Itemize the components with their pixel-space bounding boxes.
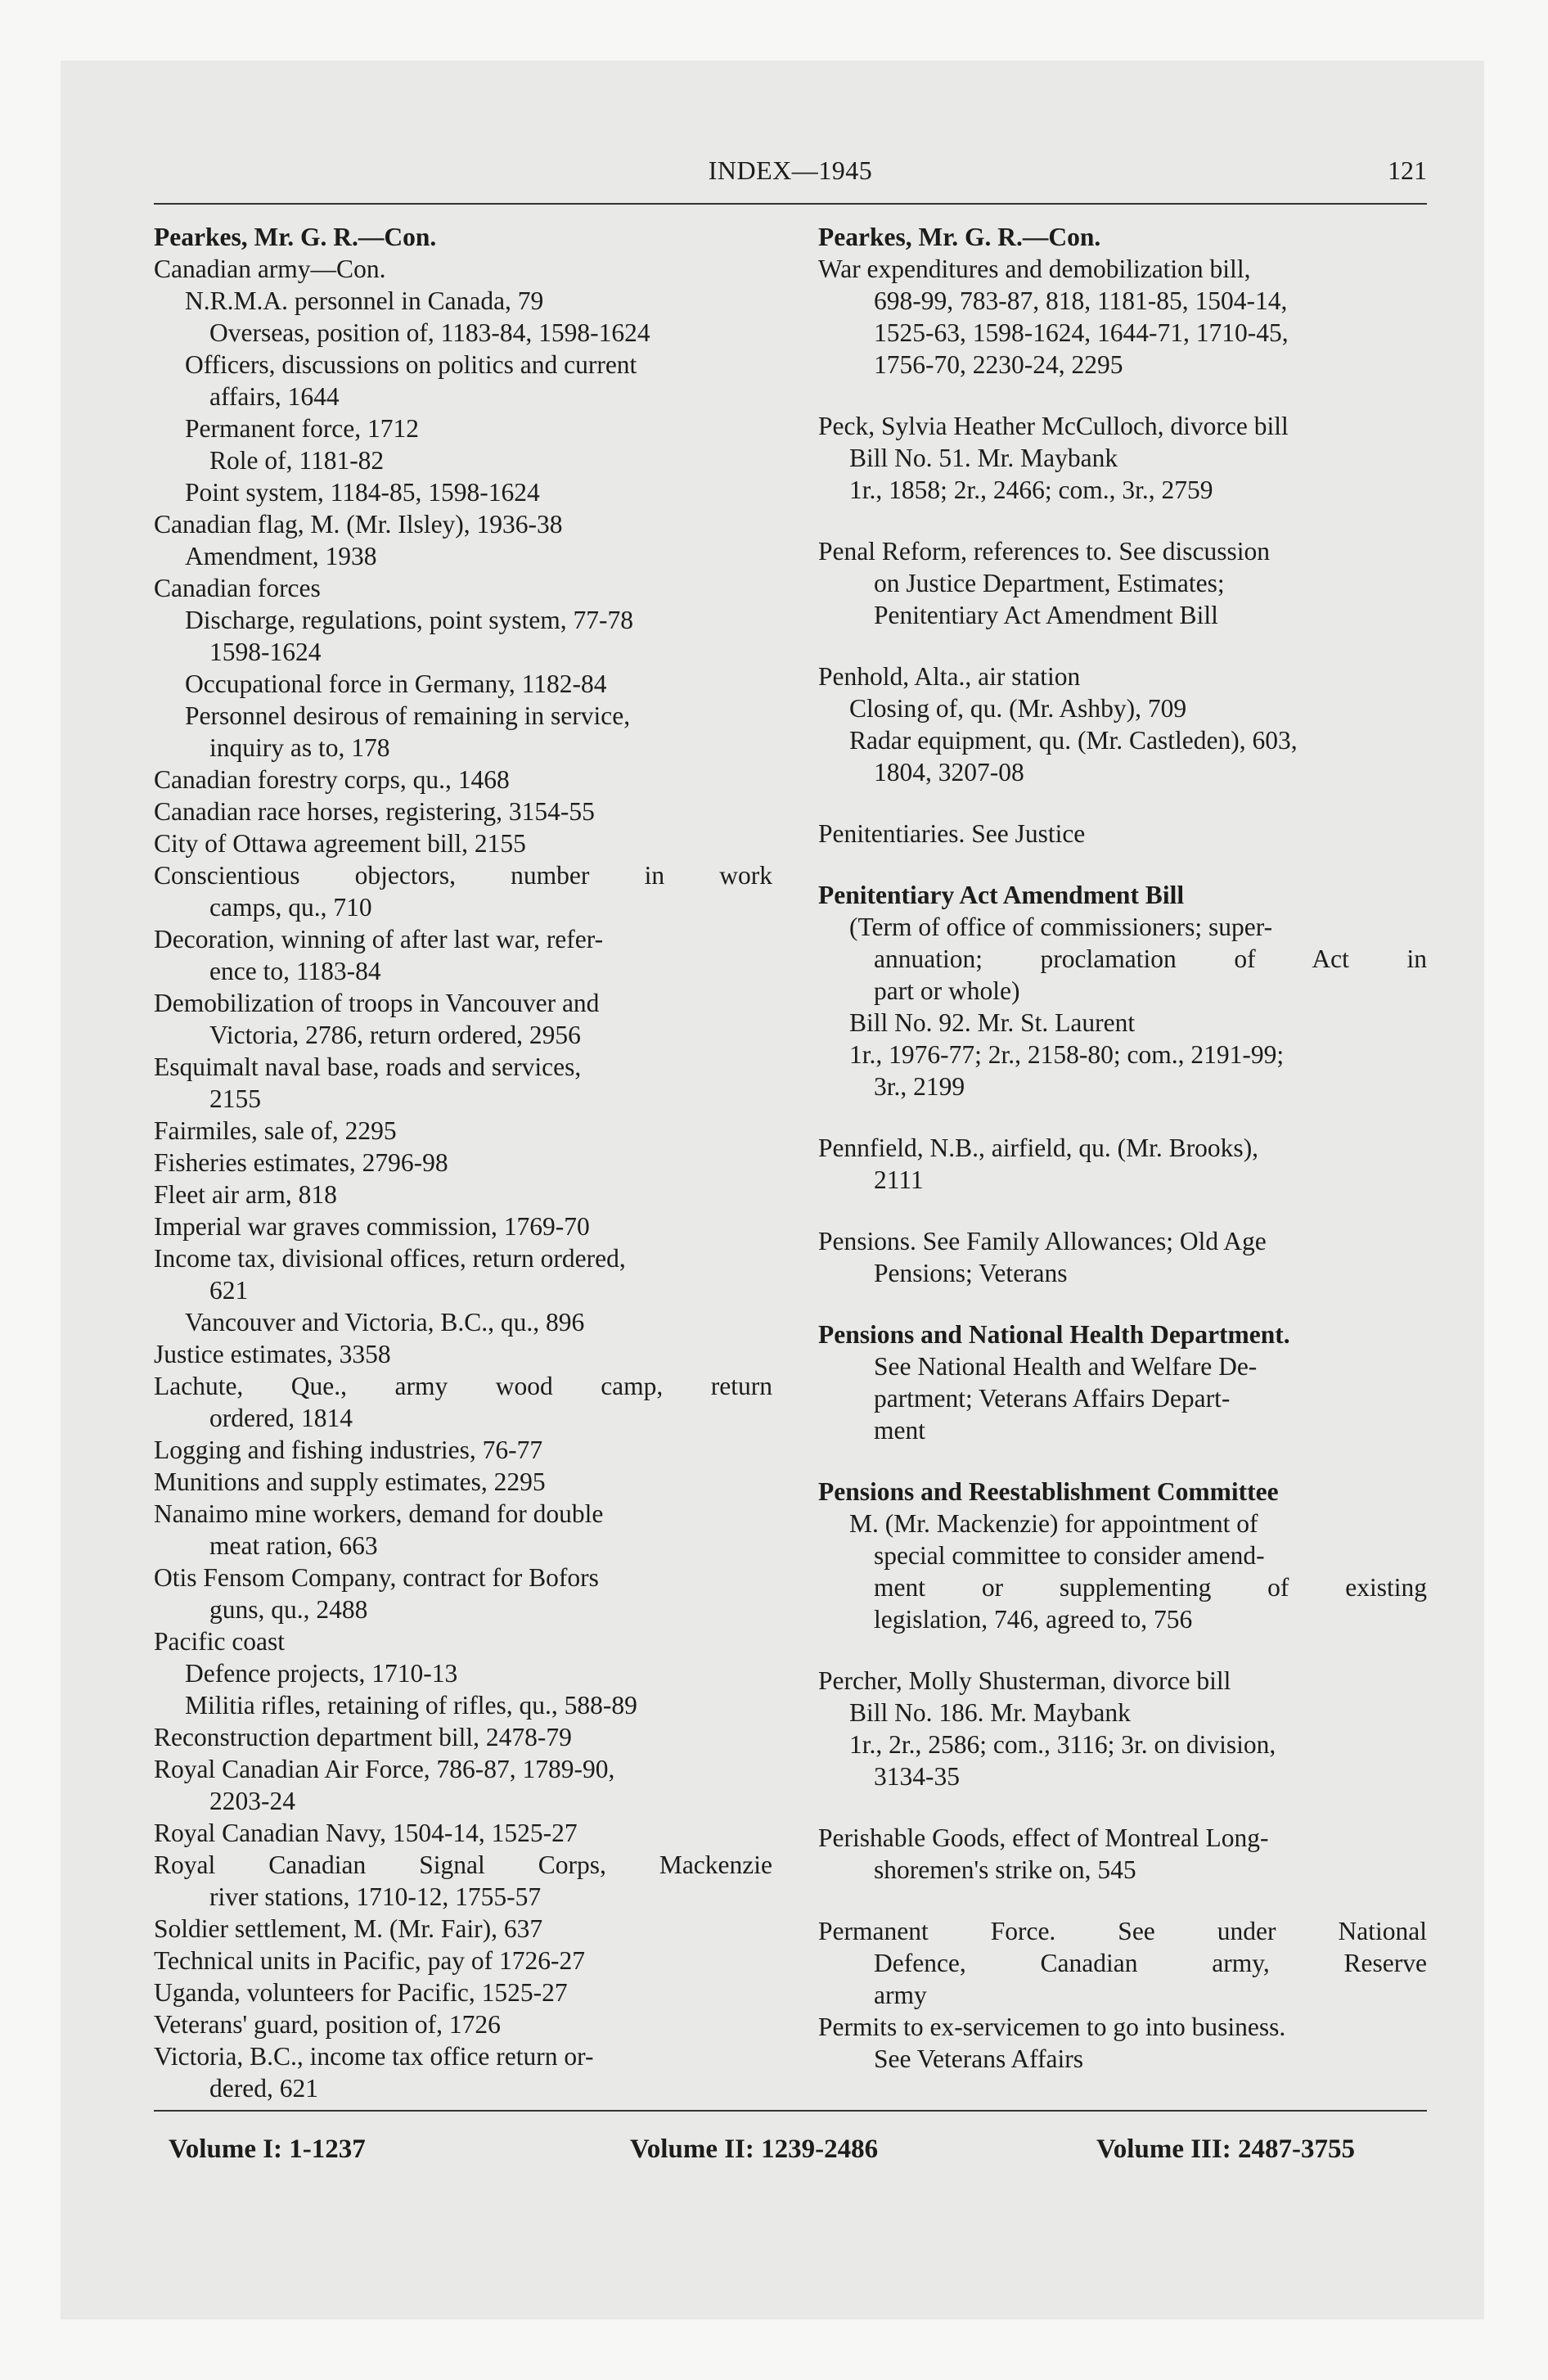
index-entry: Royal Canadian Signal Corps, Mackenzie — [154, 1850, 772, 1879]
index-entry: ordered, 1814 — [209, 1404, 353, 1432]
entry-gap — [818, 631, 1427, 660]
index-entry: Fleet air arm, 818 — [154, 1180, 337, 1209]
left-column — [154, 221, 772, 2104]
index-entry: Canadian forces — [154, 574, 321, 602]
index-entry: Canadian army—Con. — [154, 255, 386, 283]
entry-gap — [818, 1792, 1427, 1822]
index-entry: Percher, Molly Shusterman, divorce bill — [818, 1666, 1231, 1695]
index-entry: Role of, 1181-82 — [209, 446, 385, 475]
index-entry: Justice estimates, 3358 — [154, 1340, 391, 1368]
index-heading: Pensions and Reestablishment Committee — [818, 1477, 1279, 1506]
index-entry: War expenditures and demobilization bill, — [818, 255, 1251, 283]
entry-gap — [818, 1886, 1427, 1915]
index-entry: 698-99, 783-87, 818, 1181-85, 1504-14, — [874, 286, 1288, 315]
index-entry: Reconstruction department bill, 2478-79 — [154, 1723, 572, 1751]
index-entry: Royal Canadian Air Force, 786-87, 1789-90, — [154, 1755, 615, 1783]
index-entry: Defence projects, 1710-13 — [185, 1659, 458, 1688]
index-entry: legislation, 746, agreed to, 756 — [874, 1605, 1193, 1634]
index-entry: 2155 — [209, 1084, 261, 1113]
index-entry: Pacific coast — [154, 1627, 286, 1656]
index-entry: Lachute, Que., army wood camp, return — [154, 1372, 772, 1400]
index-entry: Canadian forestry corps, qu., 1468 — [154, 765, 510, 794]
volume-one-range: Volume I: 1-1237 — [169, 2134, 366, 2164]
index-entry: Pennfield, N.B., airfield, qu. (Mr. Brooks), — [818, 1134, 1259, 1162]
index-entry: Income tax, divisional offices, return ordered, — [154, 1244, 626, 1273]
index-entry: See National Health and Welfare De- — [874, 1352, 1258, 1381]
running-title: INDEX—1945 — [708, 156, 873, 185]
index-entry: Canadian flag, M. (Mr. Ilsley), 1936-38 — [154, 510, 563, 539]
index-entry: on Justice Department, Estimates; — [874, 569, 1225, 597]
entry-gap — [818, 1446, 1427, 1476]
index-entry: Penhold, Alta., air station — [818, 662, 1081, 691]
page-header — [154, 156, 1427, 205]
volume-three-range: Volume III: 2487-3755 — [1096, 2134, 1355, 2164]
index-entry: Personnel desirous of remaining in service, — [185, 701, 631, 730]
index-entry: ence to, 1183-84 — [209, 957, 381, 985]
index-entry: Penitentiary Act Amendment Bill — [874, 601, 1218, 629]
index-entry: Decoration, winning of after last war, refer- — [154, 925, 604, 953]
header-rule — [154, 203, 1427, 205]
page-number: 121 — [1388, 156, 1427, 185]
index-entry: Technical units in Pacific, pay of 1726-27 — [154, 1946, 586, 1975]
entry-gap — [818, 381, 1427, 410]
index-entry: Victoria, 2786, return ordered, 2956 — [209, 1021, 581, 1049]
index-entry: 3r., 2199 — [874, 1072, 965, 1101]
volume-two-range: Volume II: 1239-2486 — [630, 2134, 879, 2164]
index-entry: meat ration, 663 — [209, 1531, 378, 1560]
entry-gap — [818, 1196, 1427, 1225]
index-entry: Uganda, volunteers for Pacific, 1525-27 — [154, 1978, 568, 2007]
entry-gap — [818, 1635, 1427, 1665]
index-entry: Otis Fensom Company, contract for Bofors — [154, 1563, 599, 1592]
index-entry: Vancouver and Victoria, B.C., qu., 896 — [185, 1308, 585, 1336]
entry-gap — [818, 788, 1427, 818]
index-entry: Nanaimo mine workers, demand for double — [154, 1499, 604, 1528]
index-entry: Demobilization of troops in Vancouver and — [154, 989, 600, 1017]
index-entry: 1598-1624 — [209, 638, 322, 666]
entry-gap — [818, 506, 1427, 535]
index-entry: Victoria, B.C., income tax office return or- — [154, 2042, 594, 2071]
index-entry: Fisheries estimates, 2796-98 — [154, 1148, 448, 1177]
index-entry: 2111 — [874, 1165, 924, 1194]
index-entry: ment or supplementing of existing — [874, 1573, 1427, 1602]
index-entry: Peck, Sylvia Heather McCulloch, divorce bill — [818, 412, 1289, 440]
index-entry: Perishable Goods, effect of Montreal Long- — [818, 1823, 1269, 1852]
index-heading: Penitentiary Act Amendment Bill — [818, 881, 1185, 909]
index-entry: Conscientious objectors, number in work — [154, 861, 772, 890]
index-entry: Radar equipment, qu. (Mr. Castleden), 603, — [849, 726, 1298, 755]
index-entry: 1804, 3207-08 — [874, 758, 1024, 787]
index-entry: dered, 621 — [209, 2074, 318, 2103]
index-entry: Bill No. 51. Mr. Maybank — [849, 444, 1118, 472]
index-entry: part or whole) — [874, 976, 1020, 1005]
index-entry: (Term of office of commissioners; super- — [849, 913, 1273, 941]
entry-gap — [818, 1289, 1427, 1318]
index-entry: Bill No. 186. Mr. Maybank — [849, 1698, 1131, 1727]
index-entry: ment — [874, 1416, 925, 1445]
index-entry: Fairmiles, sale of, 2295 — [154, 1116, 397, 1145]
entry-gap — [818, 1102, 1427, 1132]
index-heading: Pearkes, Mr. G. R.—Con. — [154, 223, 437, 251]
index-entry: Amendment, 1938 — [185, 542, 377, 570]
index-entry: Permanent Force. See under National — [818, 1917, 1427, 1945]
index-entry: river stations, 1710-12, 1755-57 — [209, 1882, 542, 1911]
index-entry: M. (Mr. Mackenzie) for appointment of — [849, 1509, 1258, 1538]
index-entry: Militia rifles, retaining of rifles, qu., 588-89 — [185, 1691, 637, 1720]
index-entry: Occupational force in Germany, 1182-84 — [185, 669, 607, 698]
index-entry: City of Ottawa agreement bill, 2155 — [154, 829, 526, 858]
index-entry: Bill No. 92. Mr. St. Laurent — [849, 1008, 1136, 1037]
index-entry: special committee to consider amend- — [874, 1541, 1265, 1570]
index-entry: Logging and fishing industries, 76-77 — [154, 1436, 543, 1464]
index-entry: Pensions. See Family Allowances; Old Age — [818, 1227, 1267, 1255]
index-entry: partment; Veterans Affairs Depart- — [874, 1384, 1231, 1413]
entry-gap — [818, 850, 1427, 879]
index-entry: Permits to ex-servicemen to go into business. — [818, 2013, 1286, 2041]
index-entry: Munitions and supply estimates, 2295 — [154, 1467, 546, 1496]
index-entry: Point system, 1184-85, 1598-1624 — [185, 478, 540, 507]
index-entry: Overseas, position of, 1183-84, 1598-1624 — [209, 318, 650, 347]
index-entry: army — [874, 1981, 927, 2009]
index-entry: Discharge, regulations, point system, 77-78 — [185, 606, 633, 634]
index-entry: Defence, Canadian army, Reserve — [874, 1949, 1427, 1977]
index-entry: Canadian race horses, registering, 3154-55 — [154, 797, 595, 826]
index-entry: annuation; proclamation of Act in — [874, 944, 1427, 973]
index-entry: 1756-70, 2230-24, 2295 — [874, 350, 1123, 379]
index-entry: 1r., 1976-77; 2r., 2158-80; com., 2191-99; — [849, 1040, 1285, 1069]
index-entry: Pensions; Veterans — [874, 1259, 1068, 1287]
index-entry: Veterans' guard, position of, 1726 — [154, 2010, 501, 2039]
index-entry: See Veterans Affairs — [874, 2044, 1084, 2073]
index-entry: Imperial war graves commission, 1769-70 — [154, 1212, 590, 1241]
index-entry: camps, qu., 710 — [209, 893, 372, 922]
index-entry: Esquimalt naval base, roads and services, — [154, 1053, 582, 1081]
index-entry: inquiry as to, 178 — [209, 733, 390, 762]
index-entry: 2203-24 — [209, 1787, 295, 1815]
index-entry: 1r., 2r., 2586; com., 3116; 3r. on division, — [849, 1730, 1276, 1759]
index-entry: Closing of, qu. (Mr. Ashby), 709 — [849, 694, 1187, 723]
index-entry: affairs, 1644 — [209, 382, 340, 411]
index-entry: shoremen's strike on, 545 — [874, 1855, 1136, 1884]
index-entry: 1r., 1858; 2r., 2466; com., 3r., 2759 — [849, 476, 1213, 504]
index-entry: Officers, discussions on politics and current — [185, 350, 637, 379]
index-entry: Royal Canadian Navy, 1504-14, 1525-27 — [154, 1819, 578, 1847]
index-entry: N.R.M.A. personnel in Canada, 79 — [185, 286, 544, 315]
index-entry: 3134-35 — [874, 1762, 960, 1791]
index-entry: Penal Reform, references to. See discussion — [818, 537, 1270, 566]
index-entry: guns, qu., 2488 — [209, 1595, 368, 1624]
right-column — [818, 221, 1427, 2075]
index-entry: 1525-63, 1598-1624, 1644-71, 1710-45, — [874, 318, 1289, 347]
index-entry: Permanent force, 1712 — [185, 414, 420, 443]
index-entry: Soldier settlement, M. (Mr. Fair), 637 — [154, 1914, 543, 1943]
index-entry: 621 — [209, 1276, 249, 1305]
footer-rule — [154, 2110, 1427, 2112]
index-heading: Pearkes, Mr. G. R.—Con. — [818, 223, 1101, 251]
index-entry: Penitentiaries. See Justice — [818, 819, 1086, 848]
index-heading: Pensions and National Health Department. — [818, 1320, 1290, 1349]
